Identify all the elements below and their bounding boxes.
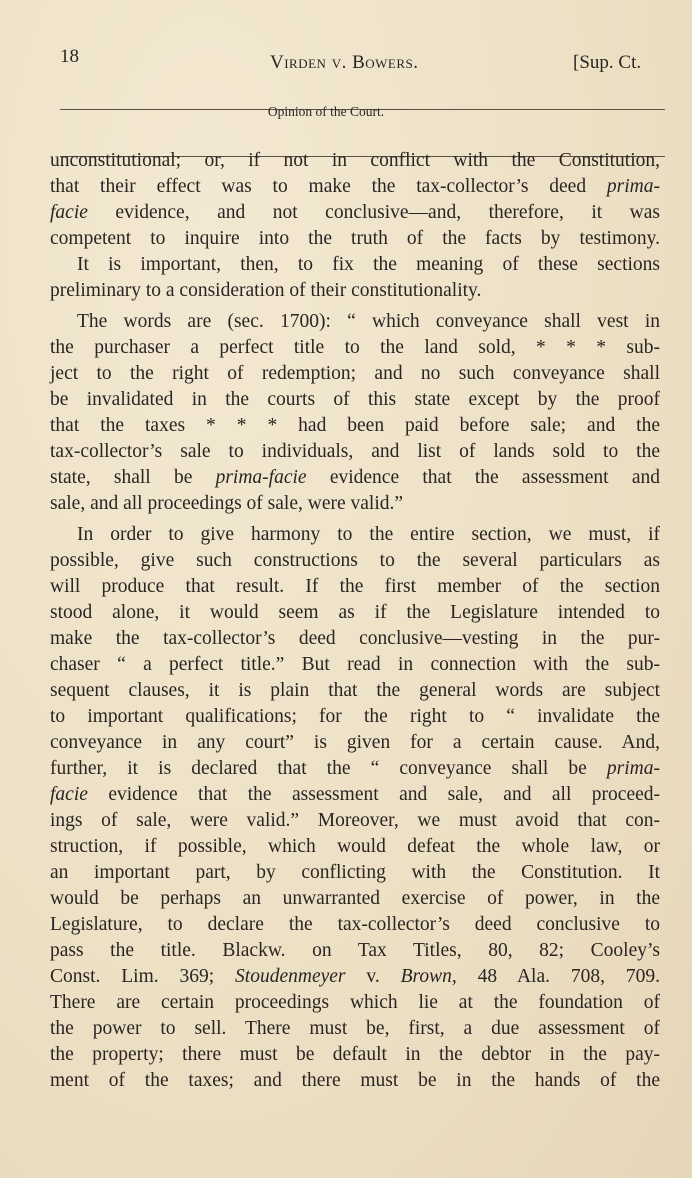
text-line: the purchaser a perfect title to the land sold, * * * sub- <box>50 337 660 358</box>
text-line: ment of the taxes; and there must be in the hands of the <box>50 1070 660 1091</box>
section-heading <box>0 104 692 120</box>
text-line: the power to sell. There must be, first, a due assessment of <box>50 1018 660 1039</box>
text-line: stood alone, it would seem as if the Legislature intended to <box>50 602 660 623</box>
case-title: Virden v. Bowers. <box>270 52 419 73</box>
text-line: make the tax-collector’s deed conclusive—vesting in the pur- <box>50 628 660 649</box>
text-line: to important qualifications; for the right to “ invalidate the <box>50 706 660 727</box>
text-line: chaser “ a perfect title.” But read in connection with the sub- <box>50 654 660 675</box>
text-line: competent to inquire into the truth of the facts by testimony. <box>50 228 660 249</box>
page-number: 18 <box>60 46 79 67</box>
text-line: ject to the right of redemption; and no such conveyance shall <box>50 363 660 384</box>
text-line: state, shall be prima-facie evidence that the assessment and <box>50 467 660 488</box>
text-line: unconstitutional; or, if not in conflict with the Constitution, <box>50 150 660 171</box>
text-line: facie evidence that the assessment and sale, and all proceed- <box>50 784 660 805</box>
text-line: Legislature, to declare the tax-collector’s deed conclusive to <box>50 914 660 935</box>
text-line: The words are (sec. 1700): “ which conveyance shall vest in <box>77 311 660 332</box>
text-line: preliminary to a consideration of their constitutionality. <box>50 280 482 301</box>
text-line: will produce that result. If the first member of the section <box>50 576 660 597</box>
text-line: an important part, by conflicting with the Constitution. It <box>50 862 660 883</box>
text-line: that the taxes * * * had been paid before sale; and the <box>50 415 660 436</box>
text-line: pass the title. Blackw. on Tax Titles, 80, 82; Cooley’s <box>50 940 660 961</box>
text-line: that their effect was to make the tax-collector’s deed prima- <box>50 176 660 197</box>
text-line: Const. Lim. 369; Stoudenmeyer v. Brown, 48 Ala. 708, 709. <box>50 966 660 987</box>
section-heading-text: Opinion of the Court. <box>267 104 385 119</box>
text-line: There are certain proceedings which lie at the foundation of <box>50 992 660 1013</box>
text-line: facie evidence, and not conclusive—and, therefore, it was <box>50 202 660 223</box>
text-line: would be perhaps an unwarranted exercise of power, in the <box>50 888 660 909</box>
court-abbreviation: [Sup. Ct. <box>573 52 642 73</box>
text-line: tax-collector’s sale to individuals, and list of lands sold to the <box>50 441 660 462</box>
text-line: be invalidated in the courts of this state except by the proof <box>50 389 660 410</box>
text-line: possible, give such constructions to the several particulars as <box>50 550 660 571</box>
running-head <box>0 46 692 76</box>
text-line: In order to give harmony to the entire section, we must, if <box>77 524 660 545</box>
text-line: sale, and all proceedings of sale, were valid.” <box>50 493 404 514</box>
text-line: the property; there must be default in the debtor in the pay- <box>50 1044 660 1065</box>
text-line: ings of sale, were valid.” Moreover, we must avoid that con- <box>50 810 660 831</box>
text-line: struction, if possible, which would defeat the whole law, or <box>50 836 660 857</box>
text-line: sequent clauses, it is plain that the general words are subject <box>50 680 660 701</box>
text-line: further, it is declared that the “ conveyance shall be prima- <box>50 758 660 779</box>
text-line: It is important, then, to fix the meaning of these sections <box>77 254 660 275</box>
text-line: conveyance in any court” is given for a certain cause. And, <box>50 732 660 753</box>
